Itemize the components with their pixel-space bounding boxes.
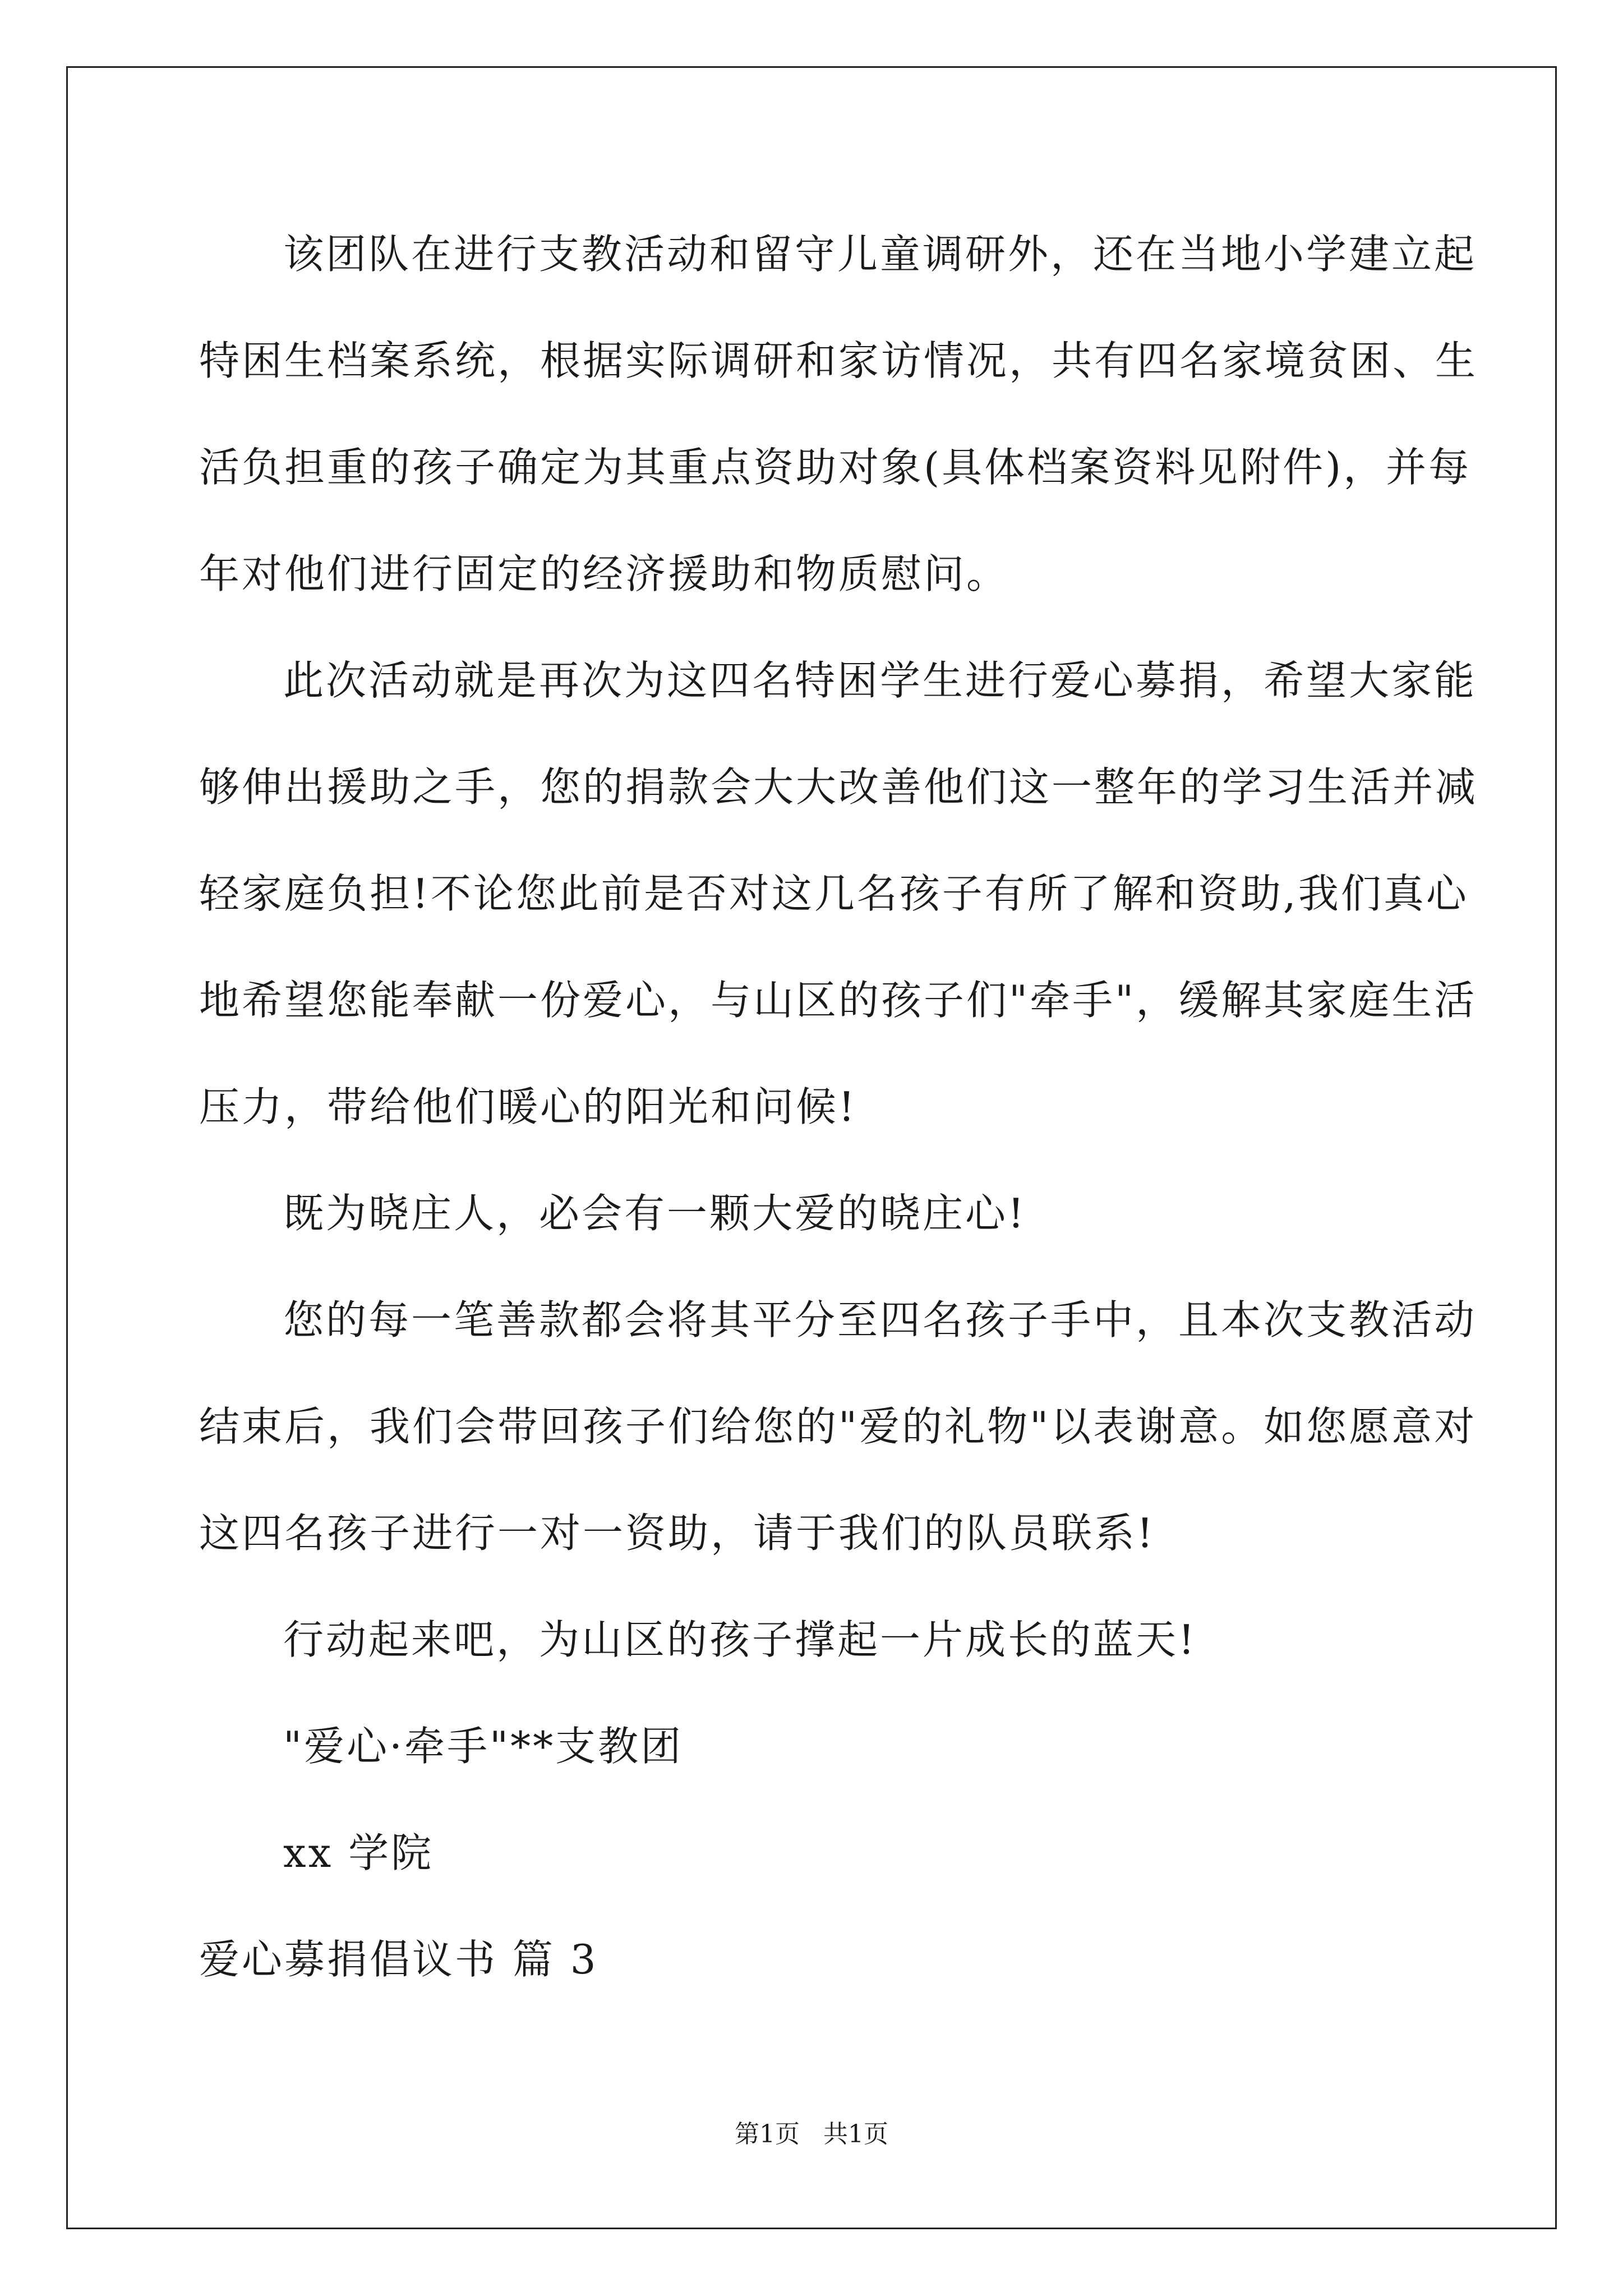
signature-team: "爱心·牵手"**支教团: [283, 1723, 684, 1770]
signature-school: xx 学院: [283, 1829, 434, 1876]
text-line: 行动起来吧，为山区的孩子撑起一片成长的蓝天!: [283, 1616, 1197, 1663]
text-line: 您的每一笔善款都会将其平分至四名孩子手中，且本次支教活动: [283, 1296, 1477, 1343]
text-line: 此次活动就是再次为这四名特困学生进行爱心募捐，希望大家能: [283, 657, 1477, 704]
text-line: 该团队在进行支教活动和留守儿童调研外，还在当地小学建立起: [283, 231, 1477, 278]
text-line: 轻家庭负担!不论您此前是否对这几名孩子有所了解和资助,我们真心: [199, 870, 1469, 917]
text-line: 既为晓庄人，必会有一颗大爱的晓庄心!: [283, 1190, 1026, 1237]
text-line: 活负担重的孩子确定为其重点资助对象(具体档案资料见附件)，并每: [199, 444, 1472, 491]
section-title: 爱心募捐倡议书 篇 3: [199, 1936, 598, 1983]
text-line: 够伸出援助之手，您的捐款会大大改善他们这一整年的学习生活并减: [199, 763, 1478, 811]
text-line: 结束后，我们会带回孩子们给您的"爱的礼物"以表谢意。如您愿意对: [199, 1403, 1477, 1450]
text-line: 压力，带给他们暖心的阳光和问候!: [199, 1083, 857, 1130]
page-number: 第1页 共1页: [735, 2120, 888, 2148]
page-border: [66, 66, 1557, 2229]
text-line: 这四名孩子进行一对一资助，请于我们的队员联系!: [199, 1510, 1155, 1557]
text-line: 特困生档案系统，根据实际调研和家访情况，共有四名家境贫困、生: [199, 337, 1478, 384]
text-line: 地希望您能奉献一份爱心，与山区的孩子们"牵手"，缓解其家庭生活: [199, 977, 1477, 1024]
text-line: 年对他们进行固定的经济援助和物质慰问。: [199, 550, 1009, 597]
